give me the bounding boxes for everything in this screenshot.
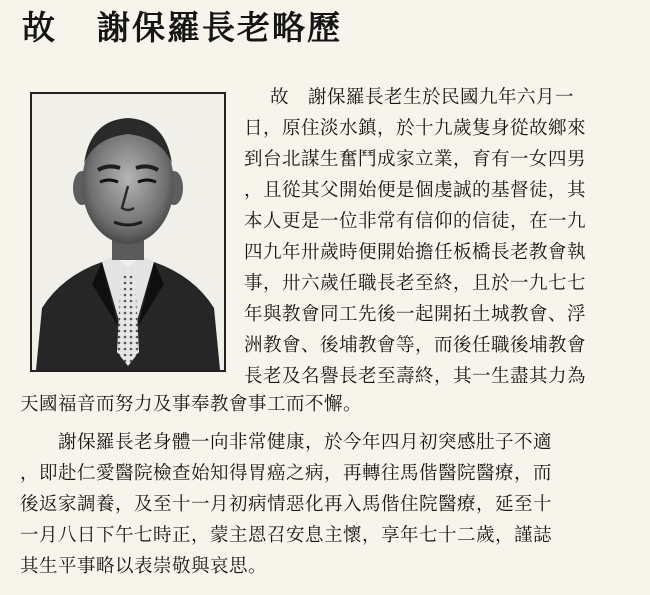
text-line: 洲教會、後埔教會等，而後任職後埔教會 — [244, 335, 587, 356]
text-line: 天國福音而努力及事奉教會事工而不懈。 — [20, 394, 363, 415]
portrait-illustration — [32, 94, 224, 370]
title-prefix: 故 — [22, 8, 57, 47]
text-line: 到台北謀生奮鬥成家立業，育有一女四男 — [244, 149, 587, 170]
text-line: ，即赴仁愛醫院檢查始知得胃癌之病，再轉往馬偕醫院醫療，而 — [20, 463, 553, 484]
portrait-photo — [30, 92, 226, 372]
text-line: 其生平事略以表崇敬與哀思。 — [20, 556, 268, 577]
text-line: 年與教會同工先後一起開拓土城教會、浮 — [244, 304, 587, 325]
text-line: 日，原住淡水鎮，於十九歲隻身從故鄉來 — [244, 118, 587, 139]
text-line: ，且從其父開始便是個虔誠的基督徒，其 — [244, 180, 587, 201]
text-line: 一月八日下午七時正，蒙主恩召安息主懷，享年七十二歲，謹誌 — [20, 525, 553, 546]
text-line: 故 謝保羅長老生於民國九年六月一 — [270, 87, 575, 108]
title-name: 謝保羅長老略歷 — [97, 8, 342, 47]
text-line: 長老及名譽長老至壽終，其一生盡其力為 — [244, 366, 587, 387]
page-title — [22, 6, 342, 50]
text-line: 四九年卅歲時便開始擔任板橋長老教會執 — [244, 242, 587, 263]
text-line: 事，卅六歲任職長老至終，且於一九七七 — [244, 273, 587, 294]
text-line: 本人更是一位非常有信仰的信徒，在一九 — [244, 211, 587, 232]
text-line: 謝保羅長老身體一向非常健康，於今年四月初突感肚子不適 — [58, 432, 553, 453]
text-line: 後返家調養，及至十一月初病情惡化再入馬偕住院醫療，延至十 — [20, 494, 553, 515]
